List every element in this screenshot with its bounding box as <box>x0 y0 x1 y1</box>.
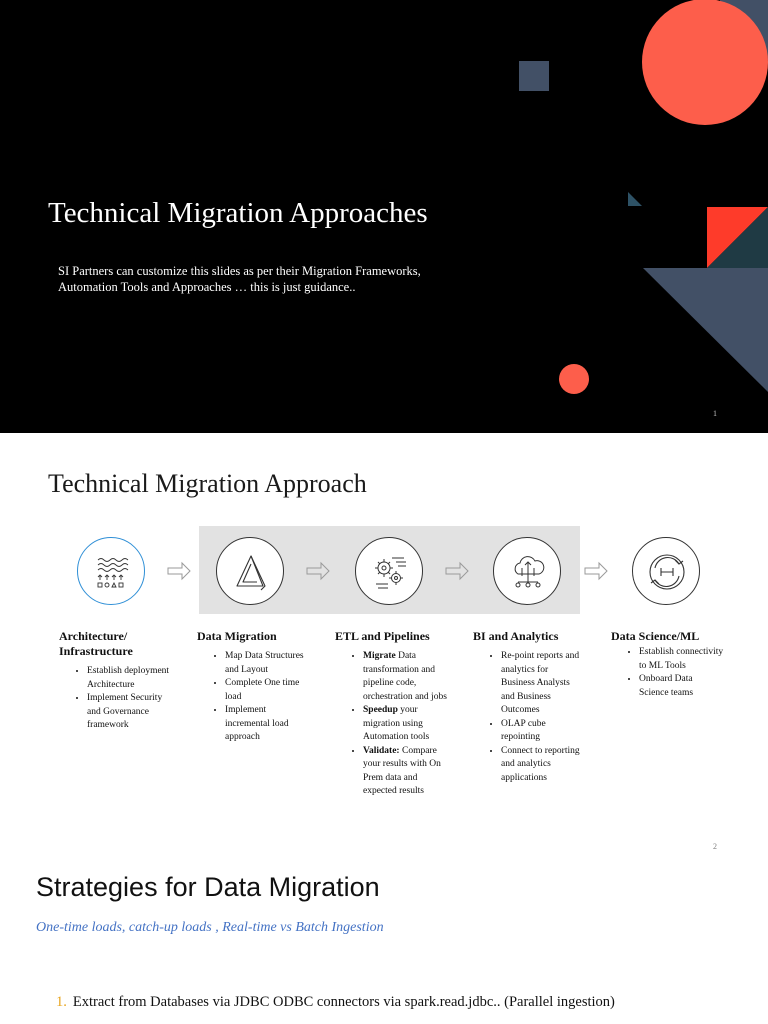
step-architecture <box>59 629 187 733</box>
arrow-right-icon <box>305 560 331 582</box>
slide-3-title: Strategies for Data Migration <box>36 872 380 902</box>
bullet-list <box>335 650 451 799</box>
step-title: Data Science/ML <box>611 629 700 643</box>
step-bi-analytics <box>473 629 601 785</box>
orange-circle-large <box>642 0 768 125</box>
slide-3-subtitle: One-time loads, catch-up loads , Real-time vs Batch Ingestion <box>36 920 384 935</box>
subtitle-line-1: SI Partners can customize this slides as per their Migration Frameworks, <box>58 264 421 278</box>
list-item: • Speedup your migration using Automation tools <box>363 704 451 745</box>
slide-number: 2 <box>713 842 717 851</box>
step-title: Architecture/ Infrastructure <box>59 629 133 658</box>
list-item: • Map Data Structures and Layout <box>225 650 313 677</box>
slide-1-title: Technical Migration Approaches <box>48 197 428 229</box>
layers-waves-icon <box>77 537 145 605</box>
step-etl-pipelines <box>335 629 463 799</box>
cloud-network-icon <box>493 537 561 605</box>
slide-2 <box>0 433 768 858</box>
list-item: • Onboard Data Science teams <box>639 673 724 700</box>
item-number: 1. <box>56 994 67 1010</box>
slide-1-subtitle <box>58 263 421 295</box>
bullet-list <box>197 650 313 745</box>
step-data-migration <box>197 629 325 745</box>
arrow-right-icon <box>444 560 470 582</box>
list-item: • Establish connectivity to ML Tools <box>639 646 724 673</box>
item-text: Extract from Databases via JDBC ODBC connectors via spark.read.jdbc.. (Parallel ingestion) <box>72 994 615 1010</box>
arrow-right-icon <box>583 560 609 582</box>
bullet-list <box>59 665 177 733</box>
step-data-science <box>611 629 751 700</box>
step-title: Data Migration <box>197 629 277 643</box>
gears-icon <box>355 537 423 605</box>
logo-a-icon <box>216 537 284 605</box>
list-item: • Establish deployment Architecture <box>87 665 177 692</box>
slate-square-small <box>519 61 549 91</box>
slide-3 <box>0 858 768 1024</box>
list-item: • Implement incremental load approach <box>225 704 313 745</box>
slide-1 <box>0 0 768 433</box>
orange-circle-small <box>559 364 589 394</box>
arrow-right-icon <box>166 560 192 582</box>
list-item: • Validate: Compare your results with On Prem data and expected results <box>363 745 451 799</box>
slate-triangle-large <box>643 268 768 392</box>
dark-triangle-tiny <box>628 192 642 206</box>
slide-number: 1 <box>713 409 717 418</box>
bullet-list <box>473 650 583 785</box>
bullet-list <box>611 646 724 700</box>
list-item: • Connect to reporting and analytics applications <box>501 745 583 786</box>
list-item: • OLAP cube repointing <box>501 718 583 745</box>
list-item: • Implement Security and Governance framework <box>87 692 177 733</box>
list-item: • Complete One time load <box>225 677 313 704</box>
refresh-cycle-icon <box>632 537 700 605</box>
subtitle-line-2: Automation Tools and Approaches … this is just guidance.. <box>58 280 356 294</box>
list-item: • Migrate Data transformation and pipeline code, orchestration and jobs <box>363 650 451 704</box>
list-item: • Re-point reports and analytics for Business Analysts and Business Outcomes <box>501 650 583 718</box>
step-title: BI and Analytics <box>473 629 559 643</box>
slide-2-title: Technical Migration Approach <box>48 469 367 498</box>
step-title: ETL and Pipelines <box>335 629 430 643</box>
list-item <box>56 994 615 1011</box>
